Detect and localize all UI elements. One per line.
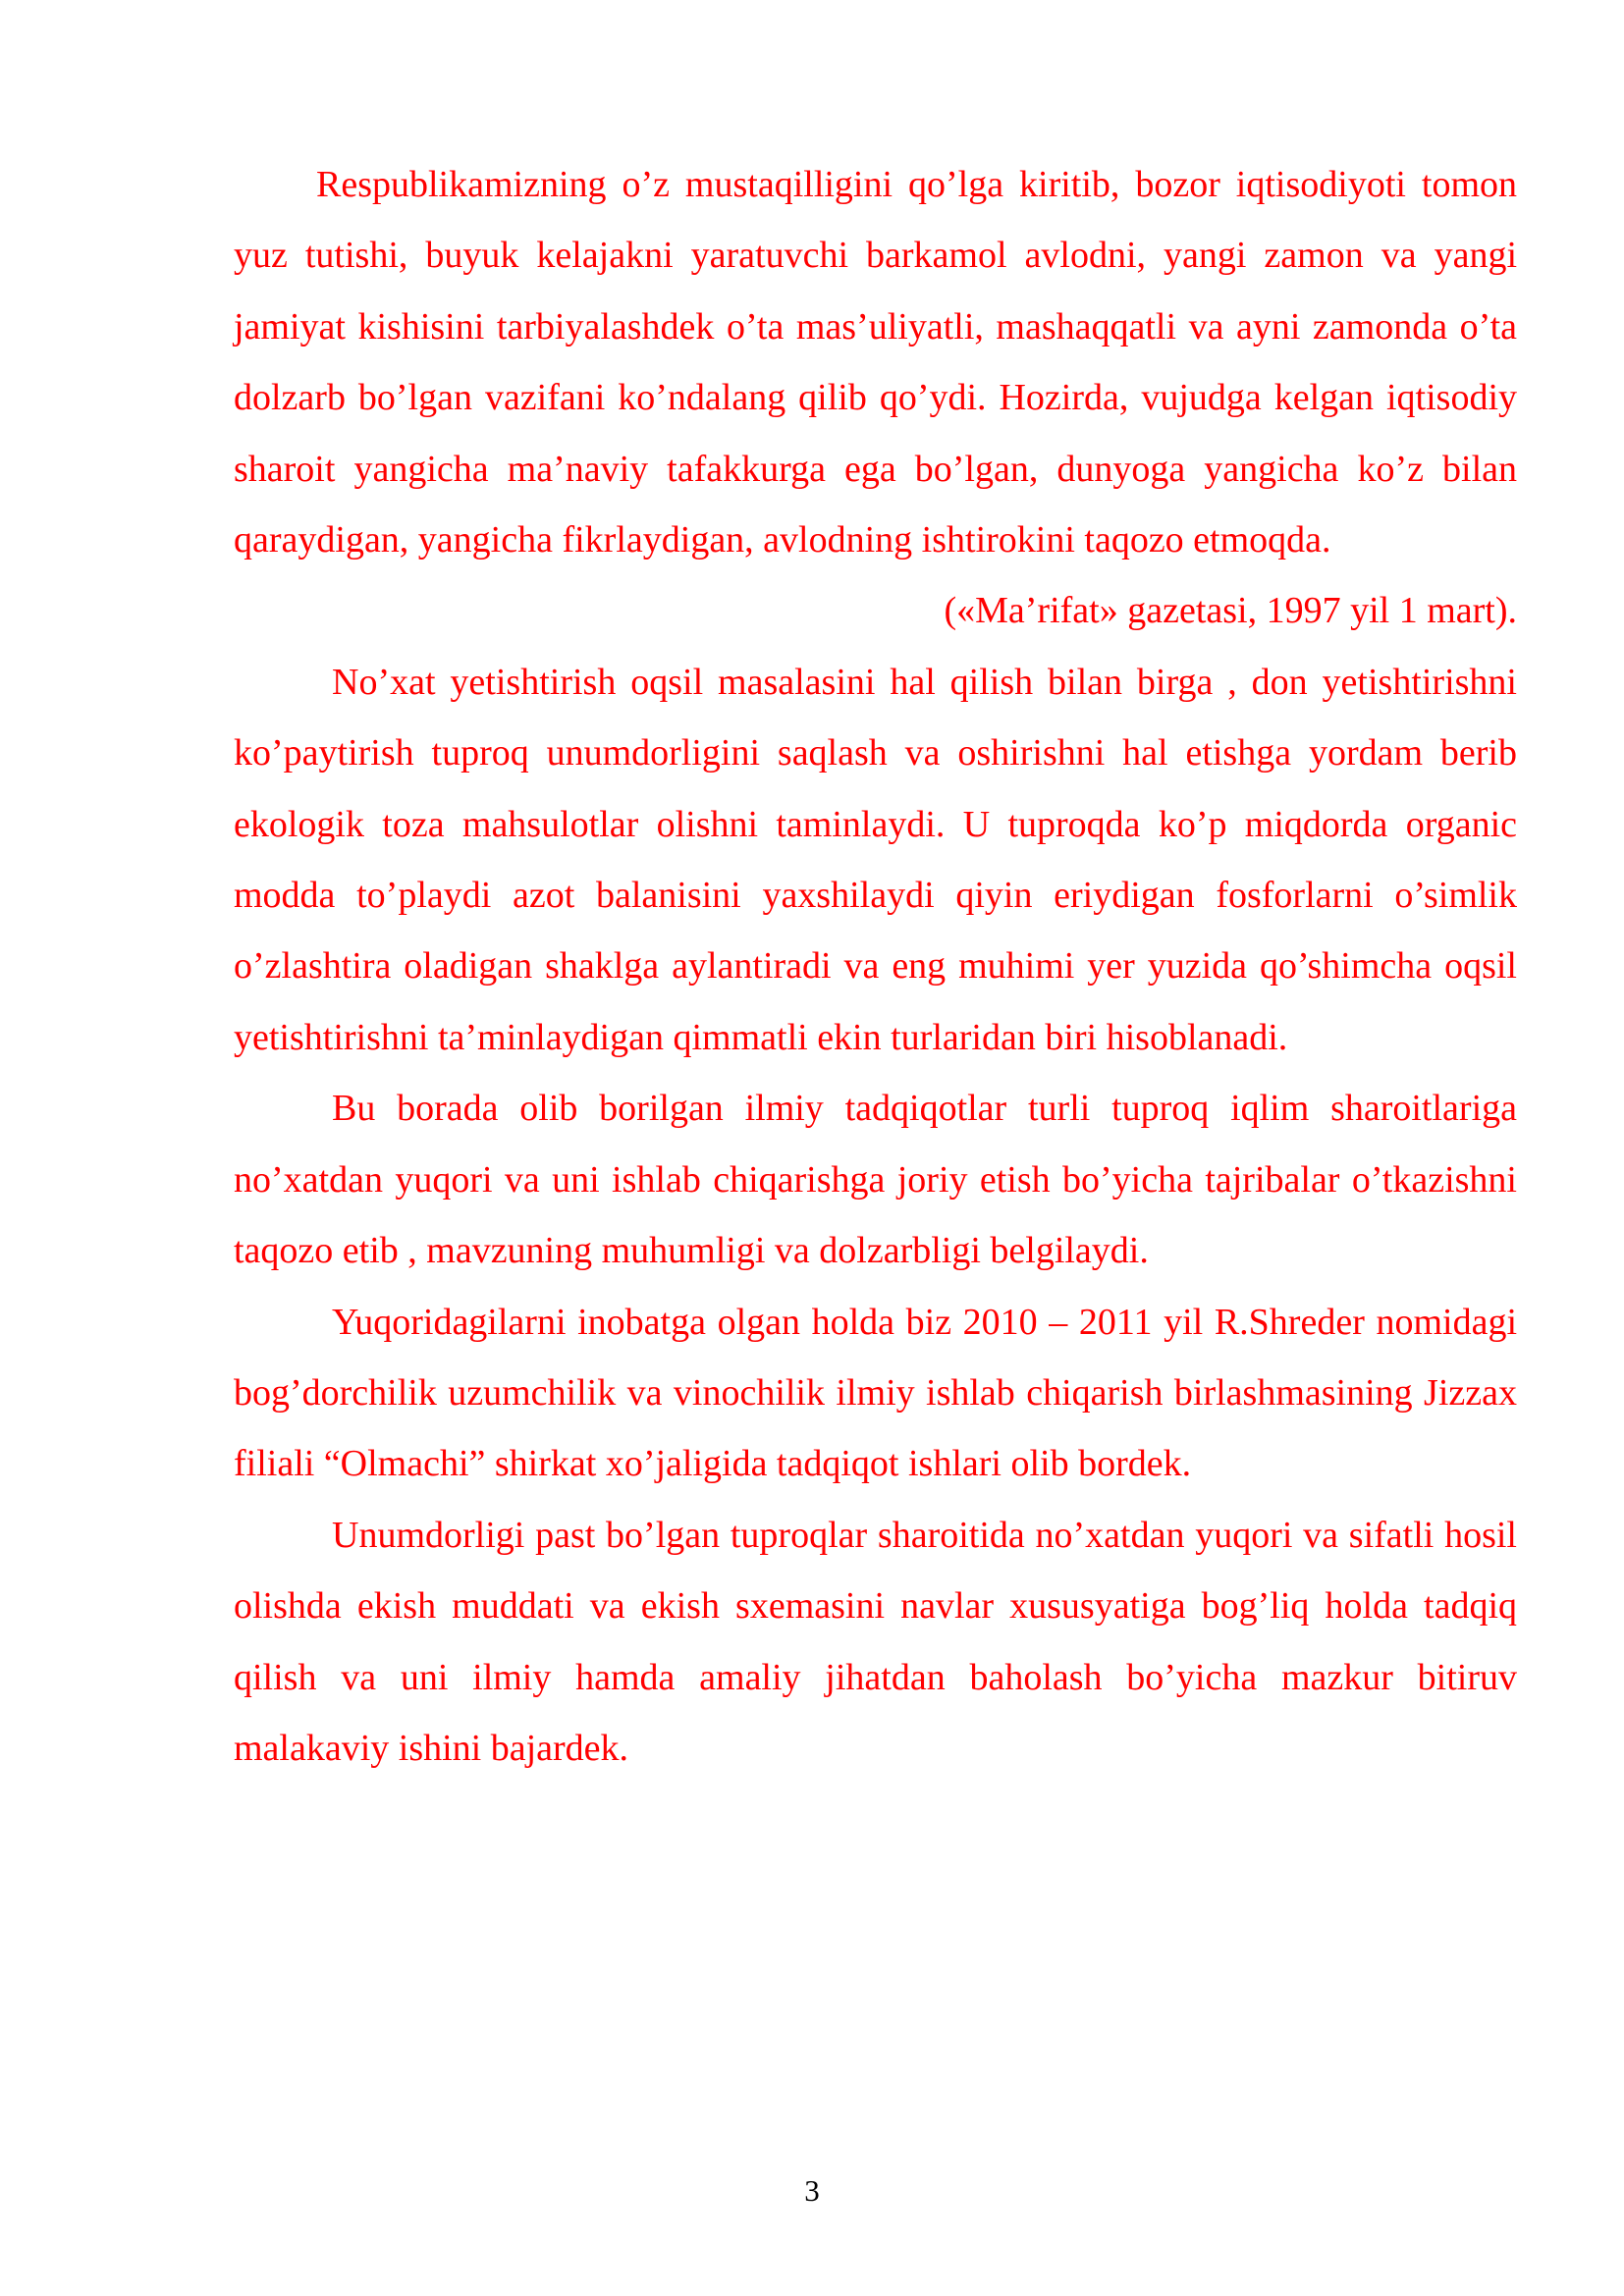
paragraph-aim: Unumdorligi past bo’lgan tuproqlar sharoitida no’xatdan yuqori va sifatli hosil olishda ekish muddati va ekish sxemasini navlar xususyatiga bog’liq holda tadqiq qilish va uni ilmiy hamda amaliy jihatdan baholash bo’yicha mazkur bitiruv malakaviy ishini bajardek. [234, 1514, 1517, 1769]
paragraph-intro: Respublikamizning o’z mustaqilligini qo’lga kiritib, bozor iqtisodiyoti tomon yuz tutishi, buyuk kelajakni yaratuvchi barkamol avlodni, yangi zamon va yangi jamiyat kishisini tarbiyalashdek o’ta mas’uliyatli, mashaqqatli va ayni zamonda o’ta dolzarb bo’lgan vazifani ko’ndalang qilib qo’ydi. Hozirda, vujudga kelgan iqtisodiy sharoit yangicha ma’naviy tafakkurga ega bo’lgan, dunyoga yangicha ko’z bilan qaraydigan, yangicha fikrlaydigan, avlodning ishtirokini taqozo etmoqda. [234, 164, 1517, 561]
paragraph-research: Bu borada olib borilgan ilmiy tadqiqotlar turli tuproq iqlim sharoitlariga no’xatdan yuqori va uni ishlab chiqarishga joriy etish bo’yicha tajribalar o’tkazishni taqozo etib , mavzuning muhumligi va dolzarbligi belgilaydi. [234, 1088, 1517, 1272]
document-body [234, 149, 1517, 1784]
page-number: 3 [804, 2173, 820, 2208]
citation: («Ma’rifat» gazetasi, 1997 yil 1 mart). [944, 590, 1517, 632]
paragraph-study-site: Yuqoridagilarni inobatga olgan holda biz 2010 – 2011 yil R.Shreder nomidagi bog’dorchilik uzumchilik va vinochilik ilmiy ishlab chiqarish birlashmasining Jizzax filiali “Olmachi” shirkat xo’jaligida tadqiqot ishlari olib bordek. [234, 1301, 1517, 1485]
paragraph-chickpea: No’xat yetishtirish oqsil masalasini hal qilish bilan birga , don yetishtirishni ko’paytirish tuproq unumdorligini saqlash va oshirishni hal etishga yordam berib ekologik toza mahsulotlar olishni taminlaydi. U tuproqda ko’p miqdorda organic modda to’playdi azot balanisini yaxshilaydi qiyin eriydigan fosforlarni o’simlik o’zlashtira oladigan shaklga aylantiradi va eng muhimi yer yuzida qo’shimcha oqsil yetishtirishni ta’minlaydigan qimmatli ekin turlaridan biri hisoblanadi. [234, 661, 1517, 1058]
